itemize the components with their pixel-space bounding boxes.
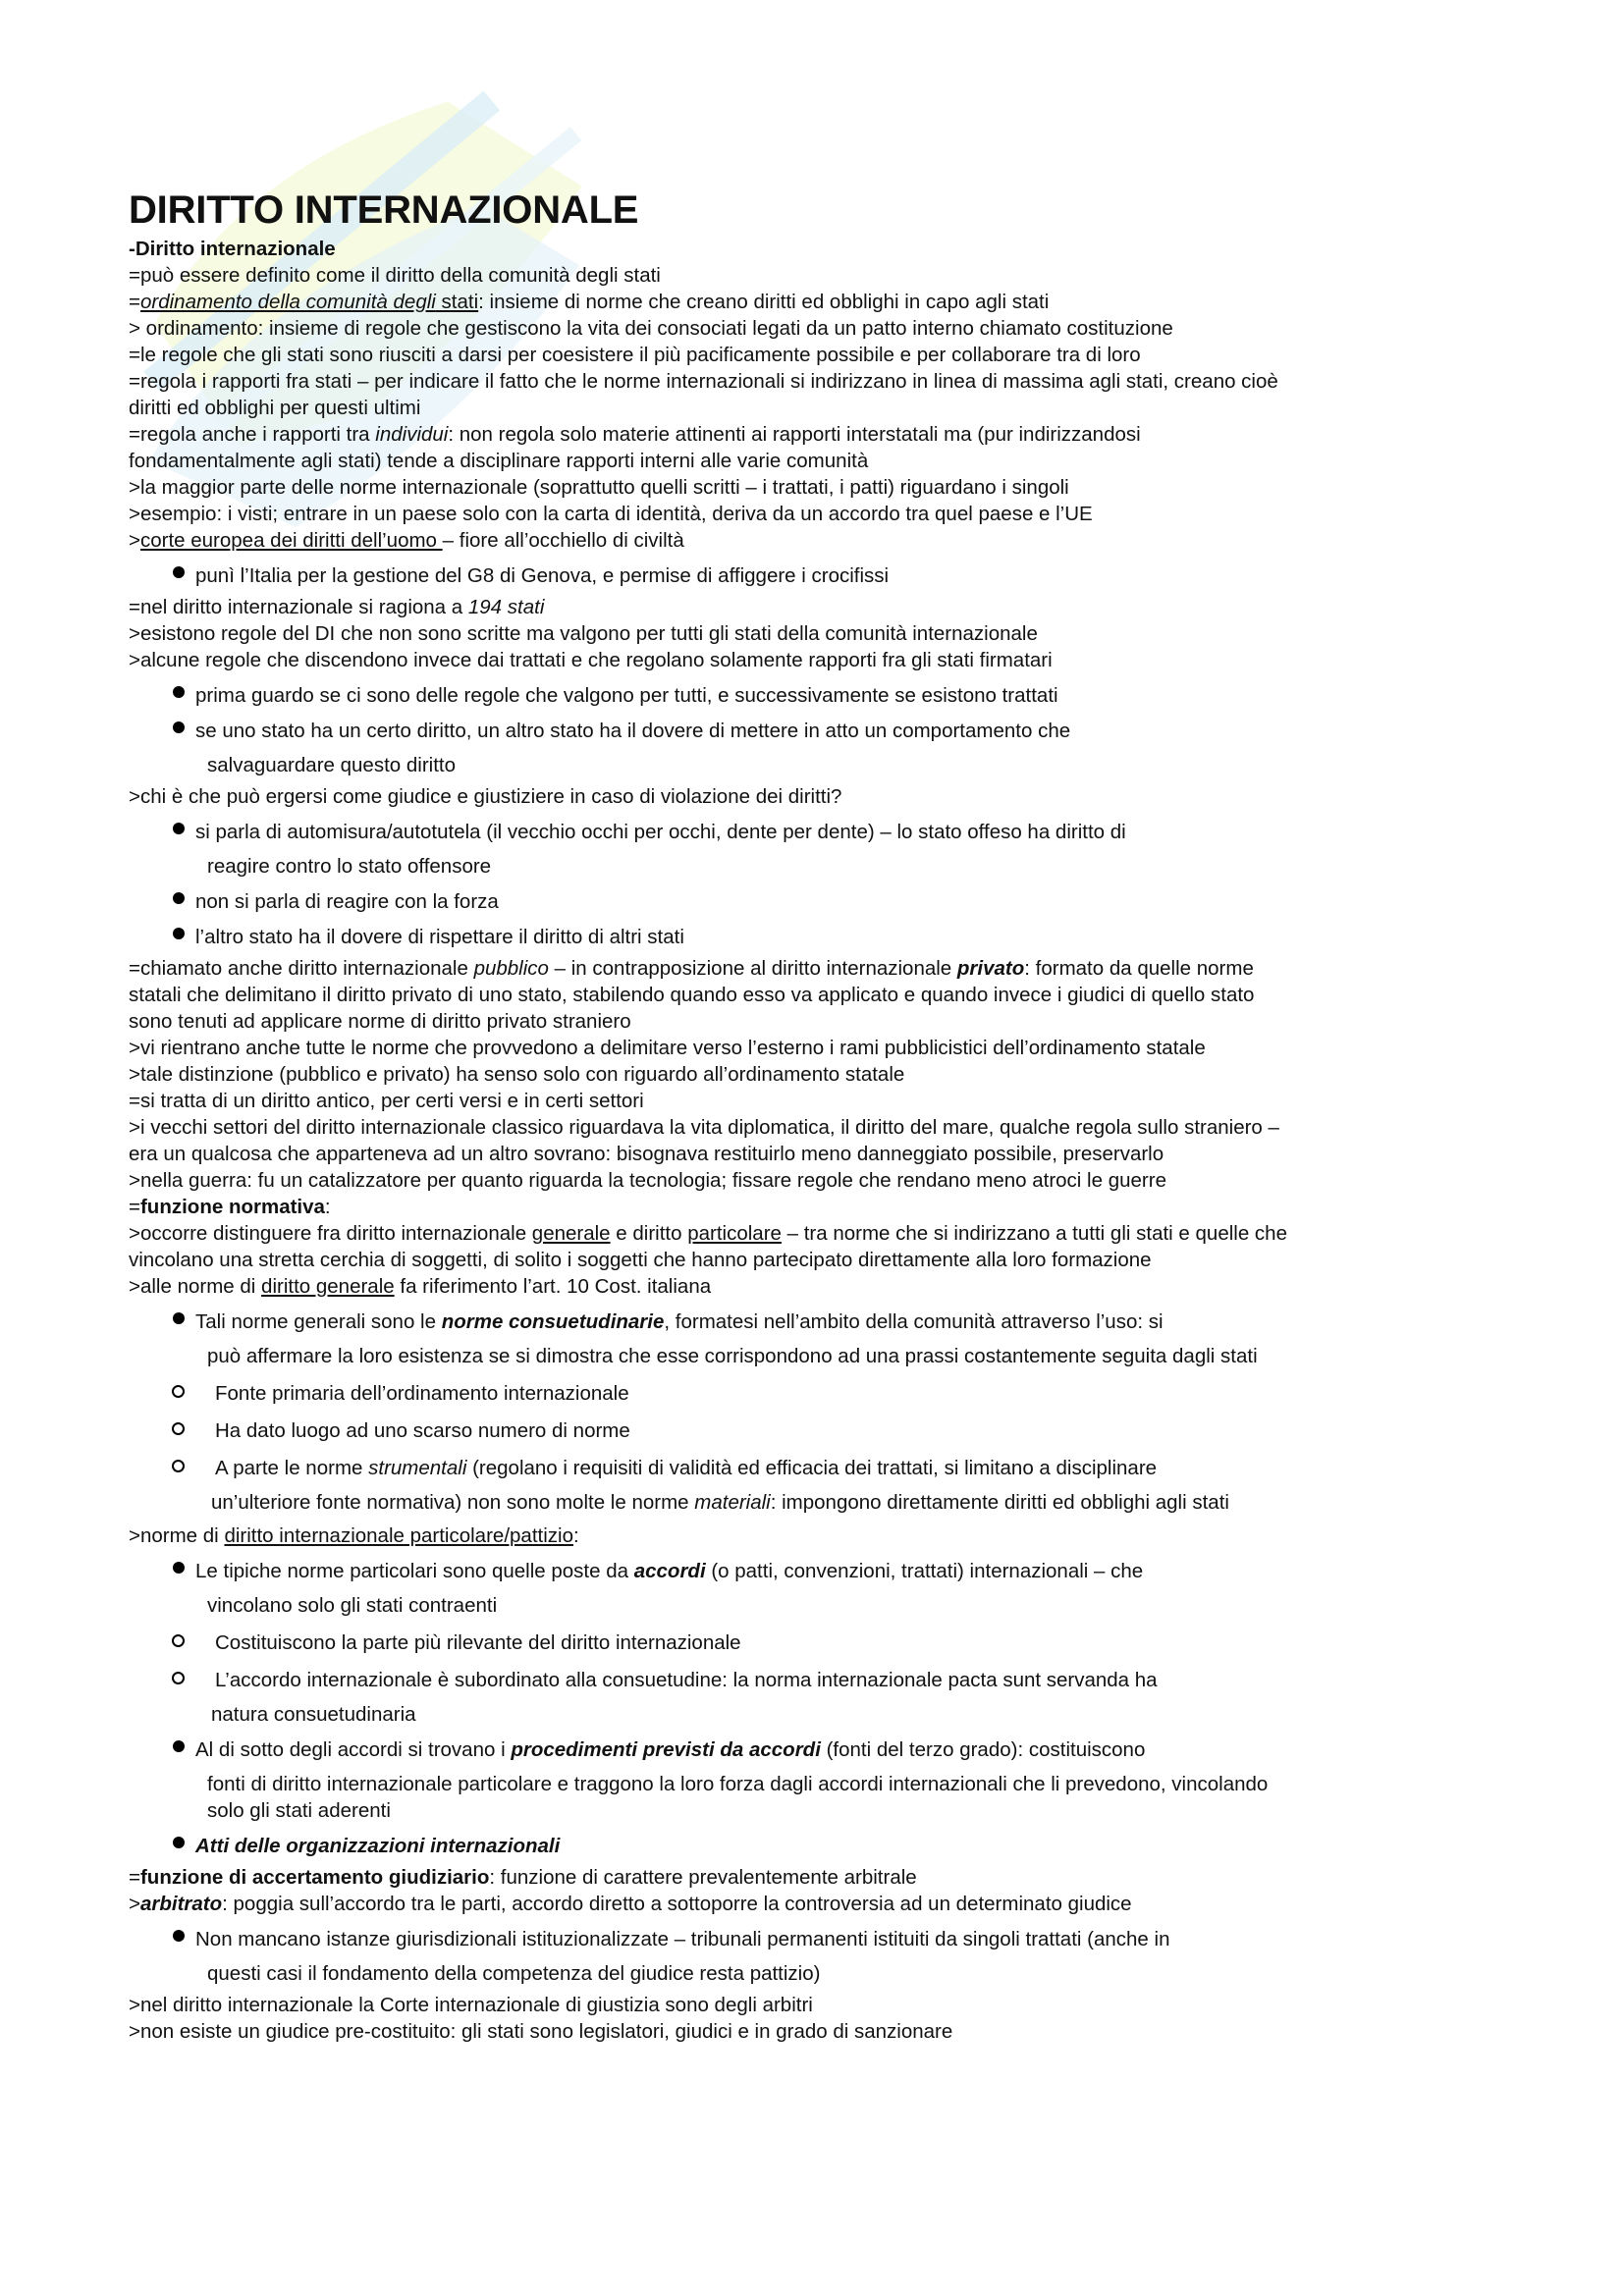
bullet-item: non si parla di reagire con la forza [129,888,1287,915]
bullet-item: Tali norme generali sono le norme consuetudinarie, formatesi nell’ambito della comunità attraverso l’uso: si può affermare la loro esistenza se si dimostra che esse corrispondono ad una prassi costantemente seguita dagli stati [129,1308,1287,1369]
text-line: =le regole che gli stati sono riusciti a darsi per coesistere il più pacificamente possibile e per collaborare tra di loro [129,344,1141,366]
text-line: =ordinamento della comunità degli stati: insieme di norme che creano diritti ed obblighi in capo agli stati [129,291,1050,313]
text-line: >alle norme di diritto generale fa riferimento l’art. 10 Cost. italiana [129,1275,712,1298]
text-line: >nella guerra: fu un catalizzatore per quanto riguarda la tecnologia; fissare regole che rendano meno atroci le guerre [129,1169,1166,1192]
sub-bullet-item: Ha dato luogo ad uno scarso numero di norme [129,1417,1287,1444]
text-line: > ordinamento: insieme di regole che gestiscono la vita dei consociati legati da un patto interno chiamato costituzione [129,317,1173,340]
bullet-item: si parla di automisura/autotutela (il vecchio occhi per occhi, dente per dente) – lo stato offeso ha diritto di reagire contro lo stato offensore [129,819,1287,880]
bullet-dot-icon [173,928,185,939]
text-line: >alcune regole che discendono invece dai trattati e che regolano solamente rapporti fra gli stati firmatari [129,649,1053,671]
text-line: >vi rientrano anche tutte le norme che provvedono a delimitare verso l’esterno i rami pubblicistici dell’ordinamento statale [129,1037,1206,1059]
bullet-item: Le tipiche norme particolari sono quelle poste da accordi (o patti, convenzioni, trattati) internazionali – che vincolano solo gli stati contraenti [129,1558,1287,1619]
text-line: >la maggior parte delle norme internazionale (soprattutto quelli scritti – i trattati, i patti) riguardano i singoli [129,476,1069,499]
bullet-circle-icon [172,1634,185,1647]
text-line: >corte europea dei diritti dell’uomo – fiore all’occhiello di civiltà [129,529,684,552]
sub-bullet-item: Costituiscono la parte più rilevante del diritto internazionale [129,1629,1287,1656]
text-line: >i vecchi settori del diritto internazionale classico riguardava la vita diplomatica, il diritto del mare, qualche regola sullo straniero – era un qualcosa che apparteneva ad un altro sovrano: bisognava restituirlo meno danneggiato possibile, preservarlo [129,1116,1279,1165]
bullet-item: se uno stato ha un certo diritto, un altro stato ha il dovere di mettere in atto un comportamento che salvaguardare questo diritto [129,718,1287,778]
document-page [129,187,1287,2045]
text-line: =può essere definito come il diritto della comunità degli stati [129,264,661,287]
text-line: =nel diritto internazionale si ragiona a 194 stati [129,596,545,618]
text-line: >esistono regole del DI che non sono scritte ma valgono per tutti gli stati della comunità internazionale [129,622,1038,645]
text-line: =regola anche i rapporti tra individui: non regola solo materie attinenti ai rapporti interstatali ma (pur indirizzandosi fondamentalmente agli stati) tende a disciplinare rapporti interni alle varie comunità [129,423,1141,472]
sub-bullet-item: A parte le norme strumentali (regolano i requisiti di validità ed efficacia dei trattati, si limitano a disciplinare un’ulteriore fonte normativa) non sono molte le norme materiali: impongono direttamente diritti ed obblighi agli stati [129,1455,1287,1516]
bullet-item: l’altro stato ha il dovere di rispettare il diritto di altri stati [129,924,1287,950]
text-line: >tale distinzione (pubblico e privato) ha senso solo con riguardo all’ordinamento statale [129,1063,905,1086]
text-line: =chiamato anche diritto internazionale pubblico – in contrapposizione al diritto internazionale privato: formato da quelle norme statali che delimitano il diritto privato di uno stato, stabilendo quando esso va applicato e quando invece i giudici di quello stato sono tenuti ad applicare norme di diritto privato straniero [129,957,1255,1033]
sub-bullet-item: Fonte primaria dell’ordinamento internazionale [129,1380,1287,1407]
bullet-dot-icon [173,1837,185,1848]
text-line: >esempio: i visti; entrare in un paese solo con la carta di identità, deriva da un accordo tra quel paese e l’UE [129,503,1093,525]
bullet-dot-icon [173,1562,185,1574]
bullet-item: Al di sotto degli accordi si trovano i procedimenti previsti da accordi (fonti del terzo grado): costituiscono fonti di diritto internazionale particolare e traggono la loro forza dagli accordi internazionali che li prevedono, vincolando solo gli stati aderenti [129,1736,1287,1824]
heading-line: -Diritto internazionale [129,238,336,260]
text-line: >nel diritto internazionale la Corte internazionale di giustizia sono degli arbitri [129,1994,813,2016]
bullet-item: prima guardo se ci sono delle regole che valgono per tutti, e successivamente se esistono trattati [129,682,1287,709]
text-line: >non esiste un giudice pre-costituito: gli stati sono legislatori, giudici e in grado di sanzionare [129,2020,953,2043]
bullet-circle-icon [172,1672,185,1684]
bullet-circle-icon [172,1422,185,1435]
text-line: >norme di diritto internazionale particolare/pattizio: [129,1524,579,1547]
bullet-dot-icon [173,1740,185,1752]
text-line: =si tratta di un diritto antico, per certi versi e in certi settori [129,1090,644,1112]
text-line: >occorre distinguere fra diritto internazionale generale e diritto particolare – tra norme che si indirizzano a tutti gli stati e quelle che vincolano una stretta cerchia di soggetti, di solito i soggetti che hanno partecipato direttamente alla loro formazione [129,1222,1287,1271]
bullet-dot-icon [173,823,185,834]
text-line: >arbitrato: poggia sull’accordo tra le parti, accordo diretto a sottoporre la controversia ad un determinato giudice [129,1893,1132,1915]
bullet-dot-icon [173,686,185,698]
bullet-dot-icon [173,721,185,733]
text-line: >chi è che può ergersi come giudice e giustiziere in caso di violazione dei diritti? [129,785,842,808]
bullet-dot-icon [173,892,185,904]
bullet-item: Atti delle organizzazioni internazionali [129,1833,1287,1859]
document-title: DIRITTO INTERNAZIONALE [129,188,639,232]
bullet-dot-icon [173,566,185,578]
sub-bullet-item: L’accordo internazionale è subordinato alla consuetudine: la norma internazionale pacta sunt servanda ha natura consuetudinaria [129,1667,1287,1728]
bullet-circle-icon [172,1385,185,1398]
bullet-item: Non mancano istanze giurisdizionali istituzionalizzate – tribunali permanenti istituiti da singoli trattati (anche in questi casi il fondamento della competenza del giudice resta pattizio) [129,1926,1287,1987]
text-line: =funzione normativa: [129,1196,331,1218]
text-line: =regola i rapporti fra stati – per indicare il fatto che le norme internazionali si indirizzano in linea di massima agli stati, creano cioè diritti ed obblighi per questi ultimi [129,370,1278,419]
text-line: =funzione di accertamento giudiziario: funzione di carattere prevalentemente arbitrale [129,1866,917,1889]
bullet-dot-icon [173,1930,185,1942]
bullet-item: punì l’Italia per la gestione del G8 di Genova, e permise di affiggere i crocifissi [129,562,1287,589]
bullet-dot-icon [173,1312,185,1324]
bullet-circle-icon [172,1460,185,1472]
